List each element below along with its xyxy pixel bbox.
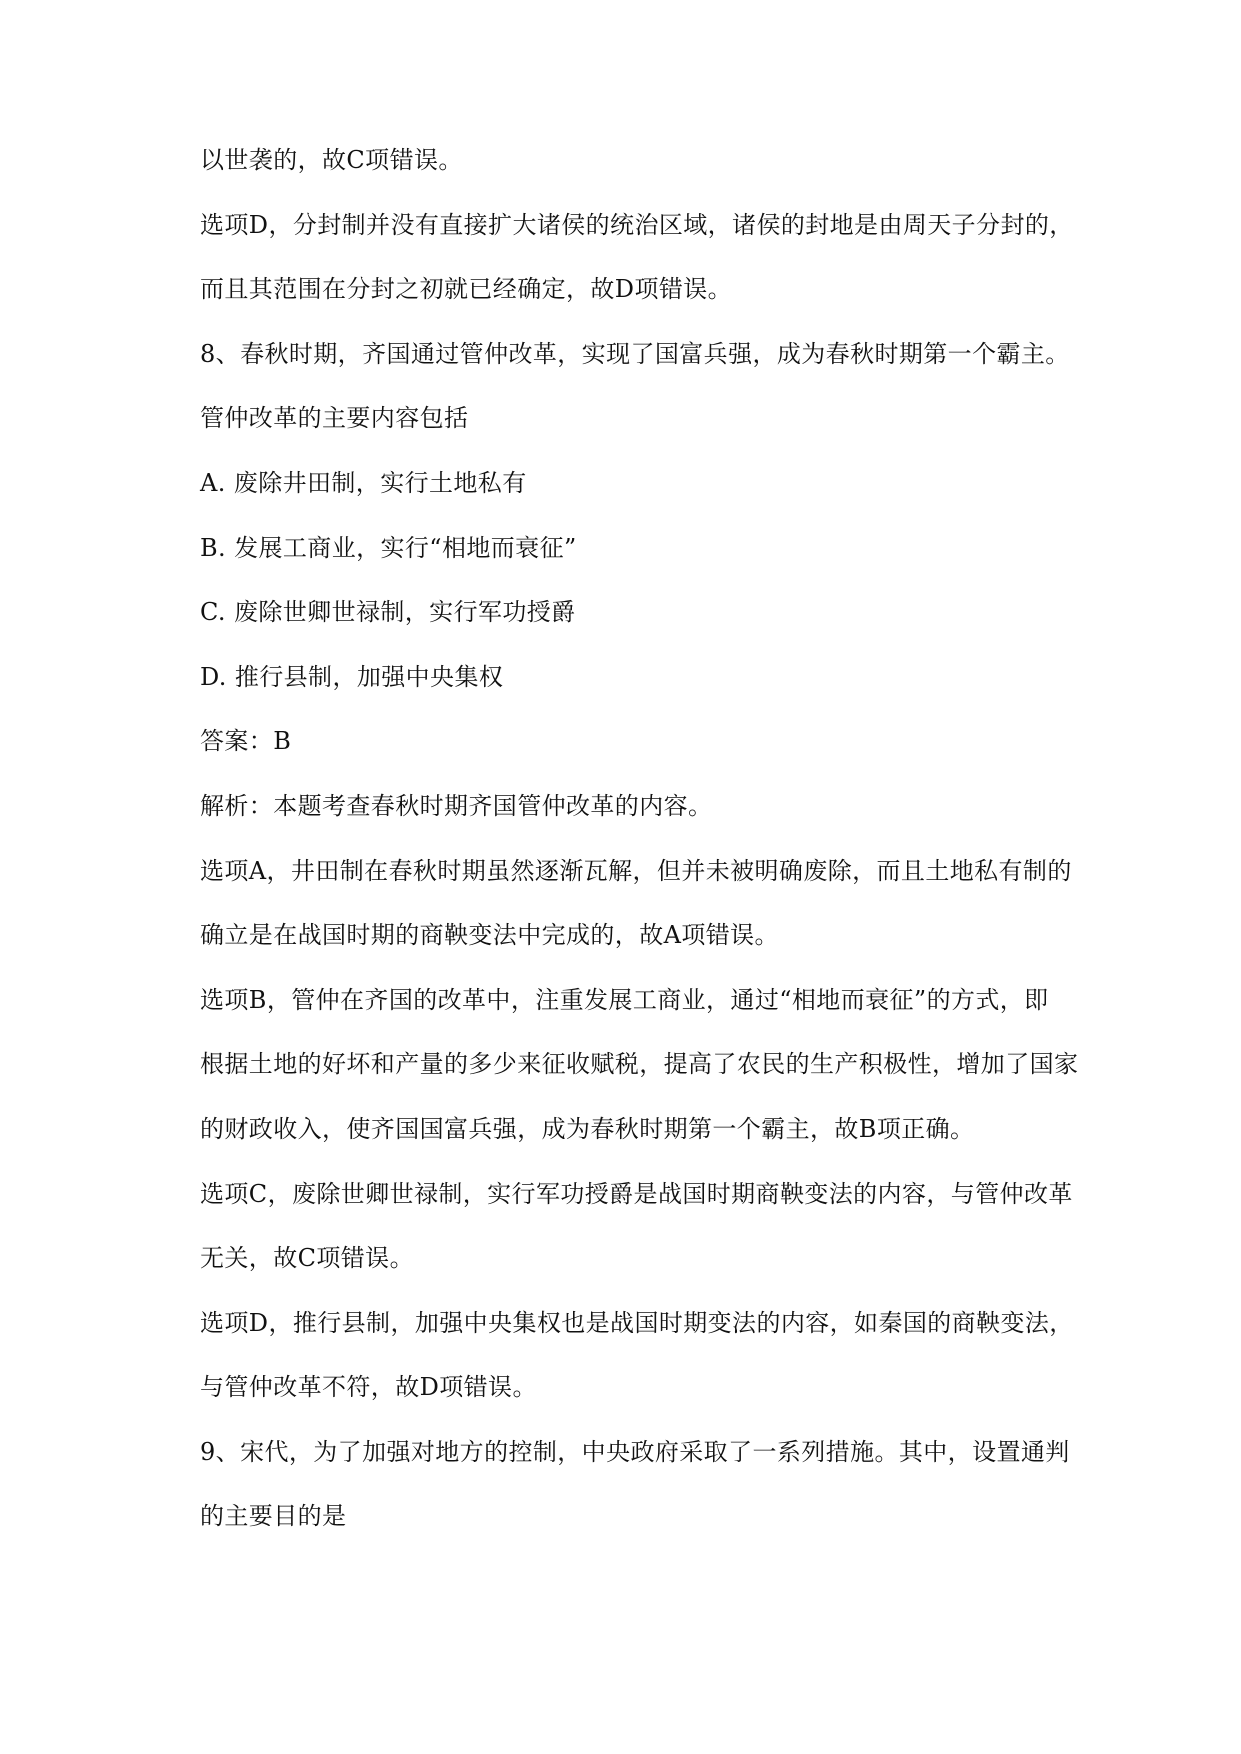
analysis-option-c: 选项C，废除世卿世禄制，实行军功授爵是战国时期商鞅变法的内容，与管仲改革: [200, 1179, 1073, 1208]
question-8-prompt: 管仲改革的主要内容包括: [200, 404, 469, 433]
question-8-choice-c: C. 废除世卿世禄制，实行军功授爵: [200, 598, 576, 627]
question-8-choice-b: B. 发展工商业，实行“相地而衰征”: [200, 533, 577, 562]
question-8-analysis: 解析：本题考查春秋时期齐国管仲改革的内容。: [200, 791, 713, 820]
question-8-answer: 答案：B: [200, 727, 292, 756]
analysis-option-d: 选项D，推行县制，加强中央集权也是战国时期变法的内容，如秦国的商鞅变法，: [200, 1308, 1074, 1337]
question-8-choice-a: A. 废除井田制，实行土地私有: [200, 468, 527, 497]
analysis-option-b-cont-1: 根据土地的好坏和产量的多少来征收赋税，提高了农民的生产积极性，增加了国家: [200, 1050, 1079, 1079]
text-line-prev-answer-end: 以世袭的，故C项错误。: [200, 146, 463, 174]
analysis-option-b-cont-2: 的财政收入，使齐国国富兵强，成为春秋时期第一个霸主，故B项正确。: [200, 1114, 975, 1143]
analysis-option-b: 选项B，管仲在齐国的改革中，注重发展工商业，通过“相地而衰征”的方式，即: [200, 985, 1049, 1014]
page-content: [200, 146, 1100, 1567]
analysis-option-a: 选项A，井田制在春秋时期虽然逐渐瓦解，但并未被明确废除，而且土地私有制的: [200, 856, 1072, 885]
question-9-stem: 9、宋代，为了加强对地方的控制，中央政府采取了一系列措施。其中，设置通判: [200, 1437, 1070, 1466]
text-line-prev-option-d-cont: 而且其范围在分封之初就已经确定，故D项错误。: [200, 275, 733, 304]
analysis-option-a-cont: 确立是在战国时期的商鞅变法中完成的，故A项错误。: [200, 921, 779, 950]
analysis-option-d-cont: 与管仲改革不符，故D项错误。: [200, 1373, 537, 1402]
analysis-option-c-cont: 无关，故C项错误。: [200, 1244, 414, 1273]
question-8-choice-d: D. 推行县制，加强中央集权: [200, 662, 504, 691]
question-8-stem: 8、春秋时期，齐国通过管仲改革，实现了国富兵强，成为春秋时期第一个霸主。: [200, 339, 1070, 368]
text-line-prev-option-d: 选项D，分封制并没有直接扩大诸侯的统治区域，诸侯的封地是由周天子分封的，: [200, 210, 1074, 239]
question-9-stem-cont: 的主要目的是: [200, 1502, 347, 1531]
